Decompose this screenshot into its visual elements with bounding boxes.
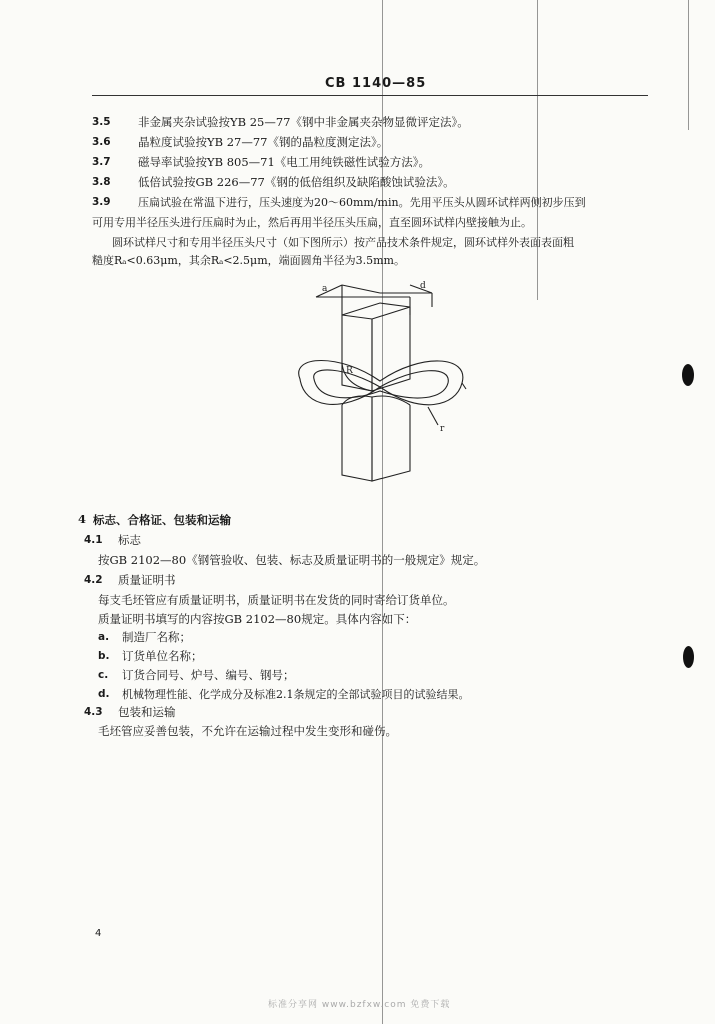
radius-label-r: r [440, 424, 445, 434]
clause-number: 4.2 [84, 574, 103, 586]
clause-text: 磁导率试验按YB 805—71《电工用纯铁磁性试验方法》。 [138, 155, 431, 169]
list-item-label: b. [98, 650, 110, 662]
list-item-label: a. [98, 631, 110, 643]
clause-text: 每支毛坯管应有质量证明书，质量证明书在发货的同时寄给订货单位。 [98, 593, 455, 607]
dimension-label-a: a [322, 284, 328, 294]
clause-text: 按GB 2102—80《钢管验收、包装、标志及质量证明书的一般规定》规定。 [98, 553, 486, 567]
clause-title: 包装和运输 [118, 705, 176, 719]
radius-label-R: R [346, 366, 353, 376]
clause-number: 3.7 [92, 156, 111, 168]
clause-text: 质量证明书填写的内容按GB 2102—80规定。具体内容如下： [98, 612, 417, 626]
punch-hole-mark [682, 364, 694, 386]
punch-hole-mark [683, 646, 694, 668]
list-item: 订货合同号、炉号、编号、钢号； [122, 668, 295, 682]
standard-code-header: CB 1140—85 [325, 76, 427, 91]
clause-text: 毛坯管应妥善包装，不允许在运输过程中发生变形和碰伤。 [98, 724, 397, 738]
clause-text: 非金属夹杂试验按YB 25—77《钢中非金属夹杂物显微评定法》。 [138, 115, 469, 129]
header-rule [92, 95, 648, 96]
clause-number: 3.8 [92, 176, 111, 188]
ring-specimen-paragraph: 糙度Rₐ<0.63μm，其余Rₐ<2.5μm，端面圆角半径为3.5mm。 [92, 254, 405, 267]
clause-text: 晶粒度试验按YB 27—77《钢的晶粒度测定法》。 [138, 135, 389, 149]
clause-number: 4.1 [84, 534, 103, 546]
list-item-label: c. [98, 669, 109, 681]
list-item-label: d. [98, 688, 110, 700]
page-number: 4 [95, 928, 102, 939]
scan-line [537, 0, 538, 300]
scan-line [688, 0, 689, 130]
clause-number: 3.5 [92, 116, 111, 128]
clause-text-continued: 可用专用半径压头进行压扁时为止，然后再用半径压头压扁，直至圆环试样内壁接触为止。 [92, 216, 532, 229]
section-title: 标志、合格证、包装和运输 [93, 513, 231, 527]
clause-text: 低倍试验按GB 226—77《钢的低倍组织及缺陷酸蚀试验法》。 [138, 175, 455, 189]
clause-number: 4.3 [84, 706, 103, 718]
clause-text: 压扁试验在常温下进行，压头速度为20～60mm/min。先用平压头从圆环试样两侧初步压到 [138, 196, 586, 209]
footer-watermark: 标准分享网 www.bzfxw.com 免费下载 [268, 1000, 451, 1010]
section-number: 4 [78, 512, 87, 526]
ring-specimen-paragraph: 圆环试样尺寸和专用半径压头尺寸（如下图所示）按产品技术条件规定，圆环试样外表面表面粗 [112, 236, 574, 249]
clause-number: 3.6 [92, 136, 111, 148]
clause-title: 质量证明书 [118, 573, 176, 587]
list-item: 订货单位名称； [122, 649, 203, 663]
clause-number: 3.9 [92, 196, 111, 208]
dimension-label-d: d [420, 281, 426, 291]
list-item: 机械物理性能、化学成分及标准2.1条规定的全部试验项目的试验结果。 [122, 688, 470, 701]
clause-title: 标志 [118, 533, 141, 547]
list-item: 制造厂名称； [122, 630, 191, 644]
flattening-test-figure [280, 275, 480, 495]
